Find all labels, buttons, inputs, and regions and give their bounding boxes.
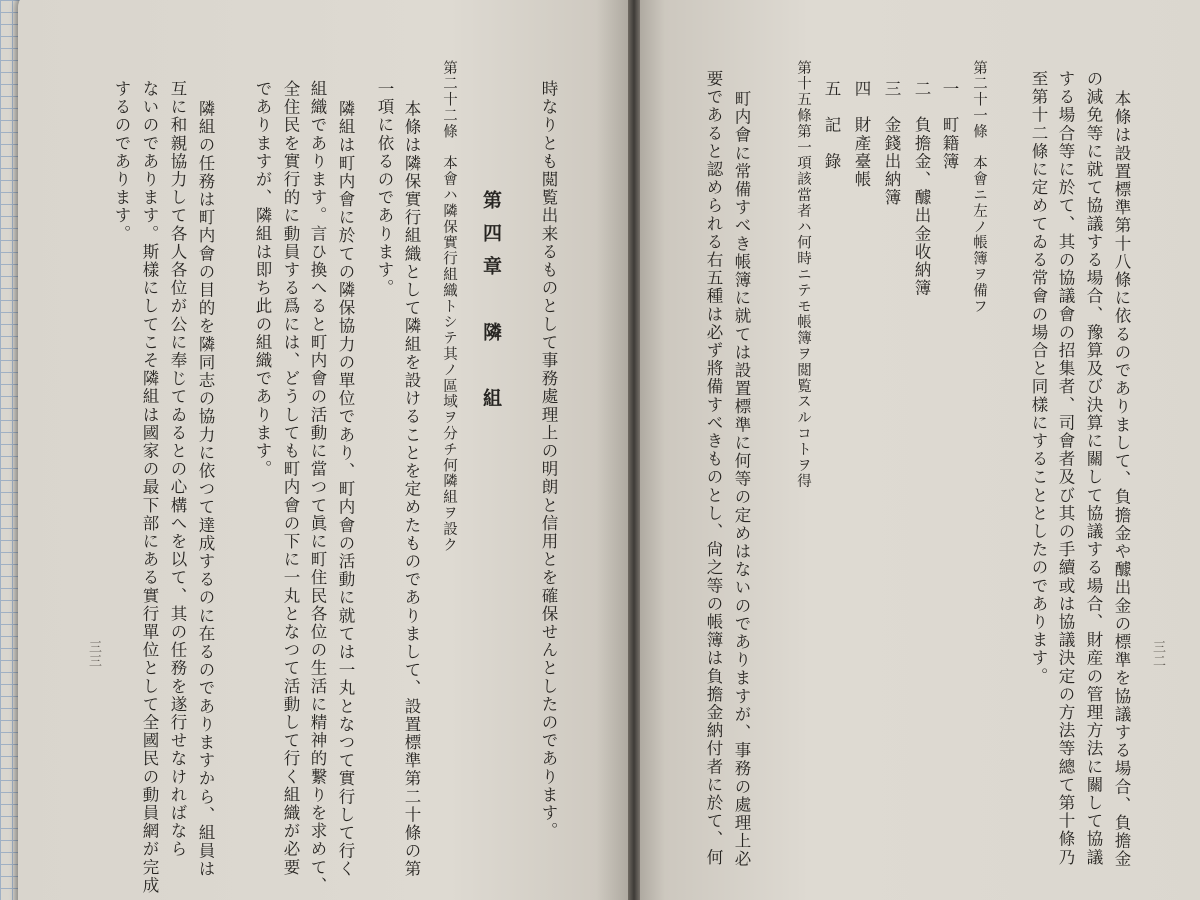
left-text-column: 全住民を實行的に動員する爲には、どうしても町内會の下に一丸となつて活動して行く組織が必要 (281, 80, 300, 877)
left-text-column: するのであります。 (112, 80, 131, 243)
article-22-heading: 第二十二條 本會ハ隣保實行組織トシテ其ノ區域ヲ分チ何隣組ヲ設ク (441, 60, 457, 553)
right-text-column: 町内會に常備すべき帳簿に就ては設置標準に何等の定めはないのでありますが、事務の處理上必 (732, 90, 751, 869)
left-text-column: 一項に依るのであります。 (375, 80, 394, 298)
page-number-left: 三三 (86, 640, 101, 668)
page-number-right: 三二 (1150, 640, 1165, 668)
right-text-column: 要であると認められる右五種は必ず將備すべきものとし、尙之等の帳簿は負擔金納付者に於て、何 (704, 70, 723, 867)
chapter-heading: 第四章 隣 組 (480, 190, 502, 421)
left-text-column: 本條は隣保實行組織として隣組を設けることを定めたものでありまして、設置標準第二十條の第 (402, 100, 421, 879)
left-text-column: でありますが、隣組は即ち此の組織であります。 (253, 80, 272, 479)
ledger-item: 四 財產臺帳 (852, 80, 871, 189)
left-text-column: 時なりとも閲覧出来るものとして事務處理上の明朗と信用とを確保せんとしたのであります。 (539, 80, 558, 841)
left-text-column: 隣組は町内會に於ての隣保協力の單位であり、町内會の活動に就ては一丸となつて實行して行く (336, 100, 355, 879)
article-21-heading: 第二十一條 本會ニ左ノ帳簿ヲ備フ (971, 60, 987, 315)
left-text-column: 互に和親協力して各人各位が公に奉じてゐるとの心構へを以て、其の任務を遂行せなければなら (168, 80, 187, 859)
right-text-column: 本條は設置標準第十八條に依るのでありまして、負擔金や醵出金の標準を協議する場合、負擔金 (1112, 90, 1131, 869)
right-text-column: 至第十二條に定めてゐる常會の場合と同樣にすることとしたのであります。 (1029, 70, 1048, 686)
ledger-item: 二 負擔金、醵出金收納簿 (912, 80, 931, 298)
left-text-column: 隣組の任務は町内會の目的を隣同志の協力に依つて達成するのに在るのでありますから、組員は (196, 100, 215, 879)
left-text-column: 組織であります。言ひ換へると町内會の活動に當つて眞に町住民各位の生活に精神的繋りを求めて、 (308, 80, 327, 895)
right-text-column: する場合等に於て、其の協議會の招集者、司會者及び其の手續或は協議決定の方法等總て第十條乃 (1056, 70, 1075, 867)
right-text-column: の減免等に就て協議する場合、豫算及び決算に關して協議する場合、財産の管理方法に關して協議 (1084, 70, 1103, 867)
ledger-item: 三 金錢出納簿 (882, 80, 901, 207)
article-clause: 第十五條第一項該當者ハ何時ニテモ帳簿ヲ閲覧スルコトヲ得 (795, 60, 811, 490)
ledger-item: 一 町籍簿 (940, 80, 959, 171)
book-gutter (628, 0, 640, 900)
ledger-item: 五 記 錄 (822, 80, 841, 171)
left-text-column: ないのであります。斯樣にしてこそ隣組は國家の最下部にある實行單位として全國民の動員網が完成 (140, 80, 159, 895)
